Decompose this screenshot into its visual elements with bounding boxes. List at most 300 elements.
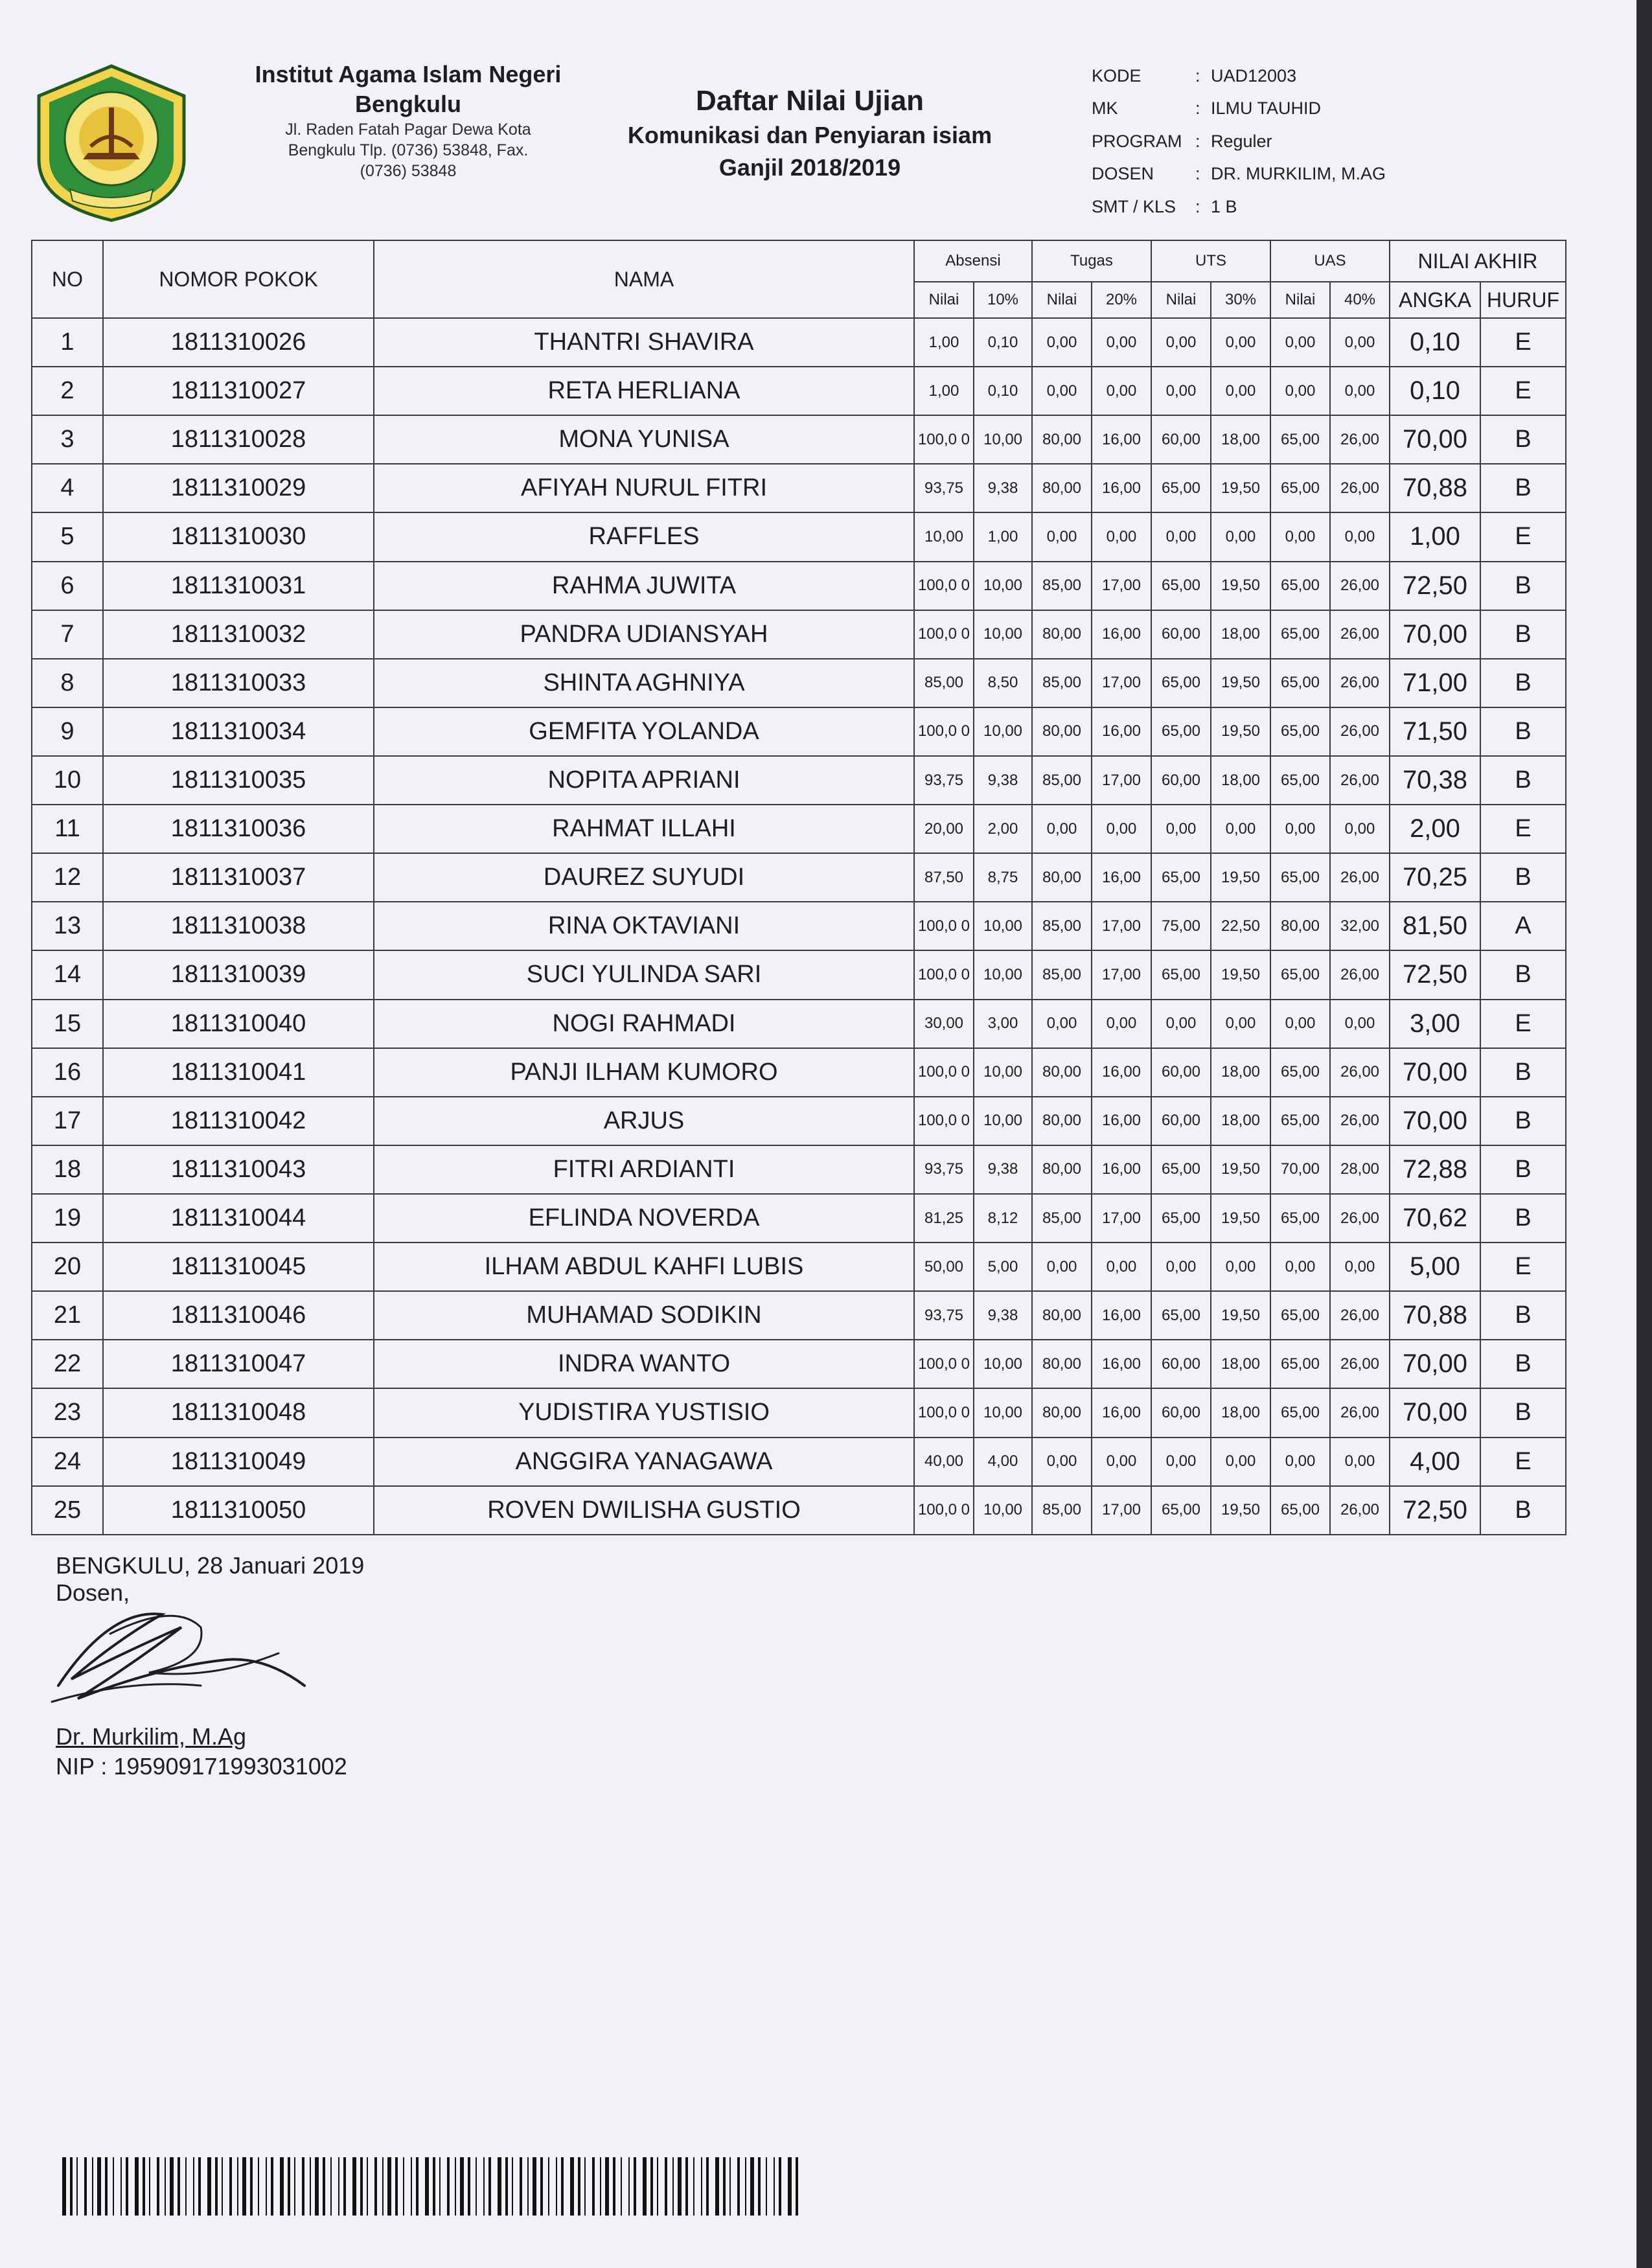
cell-abs: 93,75 — [914, 1291, 974, 1340]
barcode-bar — [193, 2157, 194, 2216]
cell-uas-p: 26,00 — [1330, 464, 1390, 512]
cell-tgs: 80,00 — [1032, 415, 1092, 464]
cell-uts: 60,00 — [1151, 756, 1211, 805]
barcode-bar — [520, 2157, 522, 2216]
barcode-bar — [229, 2157, 232, 2216]
cell-tgs: 0,00 — [1032, 1243, 1092, 1291]
barcode-bar — [498, 2157, 501, 2216]
cell-tgs: 80,00 — [1032, 1388, 1092, 1437]
table-row — [32, 1243, 1566, 1291]
cell-uts: 0,00 — [1151, 1243, 1211, 1291]
barcode-bar — [215, 2157, 218, 2216]
cell-tgs: 0,00 — [1032, 367, 1092, 415]
title-line3: Ganjil 2018/2019 — [718, 154, 901, 181]
cell-angka: 70,88 — [1390, 464, 1480, 512]
meta-row — [1092, 93, 1386, 126]
cell-uts-p: 19,50 — [1211, 464, 1270, 512]
cell-no: 4 — [32, 464, 103, 512]
barcode-bar — [288, 2157, 290, 2216]
cell-tgs-p: 0,00 — [1092, 367, 1151, 415]
barcode-bar — [352, 2157, 356, 2216]
cell-abs: 100,0 0 — [914, 1388, 974, 1437]
barcode-bar — [382, 2157, 384, 2216]
barcode-bar — [280, 2157, 284, 2216]
cell-uas: 65,00 — [1270, 415, 1330, 464]
cell-huruf: B — [1480, 853, 1566, 902]
cell-angka: 70,00 — [1390, 1048, 1480, 1097]
cell-uts-p: 0,00 — [1211, 367, 1270, 415]
barcode-bar — [70, 2157, 73, 2216]
barcode-bar — [796, 2157, 798, 2216]
cell-abs: 30,00 — [914, 1000, 974, 1048]
scan-edge — [1636, 0, 1652, 2268]
cell-uts: 60,00 — [1151, 415, 1211, 464]
cell-uts-p: 18,00 — [1211, 415, 1270, 464]
barcode-bar — [310, 2157, 311, 2216]
cell-uas: 65,00 — [1270, 1291, 1330, 1340]
cell-uts-p: 19,50 — [1211, 707, 1270, 756]
table-row — [32, 1048, 1566, 1097]
cell-nim: 1811310044 — [103, 1194, 374, 1243]
cell-tgs-p: 0,00 — [1092, 512, 1151, 561]
cell-uts: 75,00 — [1151, 902, 1211, 950]
cell-nim: 1811310048 — [103, 1388, 374, 1437]
barcode-bar — [774, 2157, 775, 2216]
barcode-bar — [367, 2157, 368, 2216]
barcode-bar — [766, 2157, 767, 2216]
cell-uts-p: 19,50 — [1211, 1145, 1270, 1194]
cell-uas-p: 26,00 — [1330, 1340, 1390, 1388]
barcode-bar — [165, 2157, 166, 2216]
cell-huruf: E — [1480, 1243, 1566, 1291]
barcode-bar — [97, 2157, 101, 2216]
barcode-bar — [170, 2157, 174, 2216]
cell-nama: ANGGIRA YANAGAWA — [374, 1438, 914, 1486]
barcode-bar — [338, 2157, 339, 2216]
cell-angka: 70,00 — [1390, 1388, 1480, 1437]
cell-tgs: 80,00 — [1032, 707, 1092, 756]
cell-no: 12 — [32, 853, 103, 902]
cell-angka: 71,00 — [1390, 659, 1480, 707]
title-line2: Komunikasi dan Penyiaran isiam — [627, 122, 992, 148]
barcode-bar — [62, 2157, 66, 2216]
cell-abs-p: 8,75 — [974, 853, 1032, 902]
cell-uts-p: 19,50 — [1211, 659, 1270, 707]
cell-uas: 65,00 — [1270, 610, 1330, 659]
cell-uas: 0,00 — [1270, 1438, 1330, 1486]
barcode-bar — [84, 2157, 87, 2216]
meta-label: PROGRAM — [1092, 131, 1182, 151]
cell-angka: 70,00 — [1390, 610, 1480, 659]
cell-tgs: 0,00 — [1032, 1000, 1092, 1048]
cell-uts: 65,00 — [1151, 1145, 1211, 1194]
institution-address-line3: (0736) 53848 — [360, 162, 457, 180]
signer-name: Dr. Murkilim, M.Ag — [56, 1723, 247, 1750]
cell-no: 14 — [32, 950, 103, 999]
cell-uas-p: 26,00 — [1330, 1388, 1390, 1437]
cell-abs: 87,50 — [914, 853, 974, 902]
cell-tgs: 80,00 — [1032, 1145, 1092, 1194]
cell-abs-p: 10,00 — [974, 1486, 1032, 1535]
cell-abs: 100,0 0 — [914, 1340, 974, 1388]
cell-nim: 1811310043 — [103, 1145, 374, 1194]
cell-no: 18 — [32, 1145, 103, 1194]
cell-abs-p: 0,10 — [974, 318, 1032, 367]
cell-no: 25 — [32, 1486, 103, 1535]
barcode-bar — [723, 2157, 726, 2216]
cell-uas: 65,00 — [1270, 1340, 1330, 1388]
cell-tgs-p: 16,00 — [1092, 1291, 1151, 1340]
cell-uas-p: 28,00 — [1330, 1145, 1390, 1194]
cell-abs: 1,00 — [914, 318, 974, 367]
header-tugas-percent: 20% — [1092, 282, 1151, 318]
header-absensi: Absensi — [914, 240, 1032, 282]
barcode-bar — [665, 2157, 667, 2216]
cell-nim: 1811310035 — [103, 756, 374, 805]
header-uas-percent: 40% — [1330, 282, 1390, 318]
header-tugas: Tugas — [1032, 240, 1151, 282]
cell-uas: 0,00 — [1270, 318, 1330, 367]
barcode-bar — [387, 2157, 391, 2216]
cell-angka: 70,00 — [1390, 415, 1480, 464]
cell-nama: ILHAM ABDUL KAHFI LUBIS — [374, 1243, 914, 1291]
barcode-bar — [294, 2157, 295, 2216]
cell-nim: 1811310030 — [103, 512, 374, 561]
cell-uas-p: 0,00 — [1330, 318, 1390, 367]
cell-no: 10 — [32, 756, 103, 805]
cell-uts: 60,00 — [1151, 1388, 1211, 1437]
cell-nim: 1811310029 — [103, 464, 374, 512]
cell-abs: 100,0 0 — [914, 707, 974, 756]
cell-uts-p: 0,00 — [1211, 512, 1270, 561]
barcode-bar — [157, 2157, 159, 2216]
meta-colon: : — [1195, 196, 1200, 216]
barcode-bar — [715, 2157, 719, 2216]
cell-no: 22 — [32, 1340, 103, 1388]
cell-abs-p: 9,38 — [974, 1145, 1032, 1194]
cell-nama: THANTRI SHAVIRA — [374, 318, 914, 367]
institution-name-line1: Institut Agama Islam Negeri — [255, 61, 562, 87]
header-uts-percent: 30% — [1211, 282, 1270, 318]
cell-huruf: B — [1480, 1048, 1566, 1097]
barcode-bar — [258, 2157, 259, 2216]
cell-huruf: E — [1480, 1438, 1566, 1486]
barcode-bar — [737, 2157, 740, 2216]
cell-tgs-p: 16,00 — [1092, 1340, 1151, 1388]
barcode-bar — [266, 2157, 267, 2216]
barcode-bar — [455, 2157, 456, 2216]
cell-abs-p: 10,00 — [974, 1048, 1032, 1097]
cell-no: 16 — [32, 1048, 103, 1097]
table-row — [32, 562, 1566, 610]
cell-angka: 3,00 — [1390, 1000, 1480, 1048]
title-line1: Daftar Nilai Ujian — [695, 85, 924, 117]
barcode-bar — [678, 2157, 682, 2216]
barcode-bar — [788, 2157, 792, 2216]
cell-uas-p: 26,00 — [1330, 562, 1390, 610]
cell-uas-p: 26,00 — [1330, 1291, 1390, 1340]
cell-nama: DAUREZ SUYUDI — [374, 853, 914, 902]
cell-angka: 72,50 — [1390, 562, 1480, 610]
meta-label: DOSEN — [1092, 164, 1154, 184]
barcode-bar — [185, 2157, 187, 2216]
cell-nim: 1811310037 — [103, 853, 374, 902]
cell-nama: MONA YUNISA — [374, 415, 914, 464]
cell-nama: RAFFLES — [374, 512, 914, 561]
cell-angka: 81,50 — [1390, 902, 1480, 950]
cell-uas-p: 0,00 — [1330, 1438, 1390, 1486]
cell-nim: 1811310039 — [103, 950, 374, 999]
cell-abs: 93,75 — [914, 464, 974, 512]
cell-uts-p: 19,50 — [1211, 950, 1270, 999]
barcode-bar — [634, 2157, 636, 2216]
cell-tgs-p: 16,00 — [1092, 464, 1151, 512]
cell-huruf: E — [1480, 1000, 1566, 1048]
barcode-bar — [729, 2157, 731, 2216]
cell-uts: 0,00 — [1151, 512, 1211, 561]
table-row — [32, 610, 1566, 659]
cell-angka: 2,00 — [1390, 805, 1480, 853]
cell-tgs-p: 17,00 — [1092, 659, 1151, 707]
cell-no: 2 — [32, 367, 103, 415]
cell-uts-p: 0,00 — [1211, 1243, 1270, 1291]
barcode-bar — [416, 2157, 419, 2216]
barcode-bar — [237, 2157, 238, 2216]
cell-nim: 1811310028 — [103, 415, 374, 464]
cell-uts: 65,00 — [1151, 562, 1211, 610]
cell-abs-p: 10,00 — [974, 415, 1032, 464]
barcode-bar — [360, 2157, 363, 2216]
cell-angka: 70,62 — [1390, 1194, 1480, 1243]
cell-tgs: 80,00 — [1032, 1048, 1092, 1097]
cell-tgs-p: 17,00 — [1092, 950, 1151, 999]
cell-abs-p: 8,50 — [974, 659, 1032, 707]
cell-no: 21 — [32, 1291, 103, 1340]
place-date: BENGKULU, 28 Januari 2019 — [56, 1552, 365, 1579]
cell-tgs: 85,00 — [1032, 1486, 1092, 1535]
barcode-bar — [488, 2157, 491, 2216]
cell-uts: 65,00 — [1151, 1291, 1211, 1340]
cell-tgs-p: 17,00 — [1092, 902, 1151, 950]
cell-tgs-p: 16,00 — [1092, 610, 1151, 659]
barcode-bar — [302, 2157, 304, 2216]
cell-uts: 65,00 — [1151, 707, 1211, 756]
barcode-bar — [113, 2157, 114, 2216]
cell-uts: 65,00 — [1151, 659, 1211, 707]
barcode-bar — [745, 2157, 746, 2216]
table-row — [32, 1194, 1566, 1243]
cell-nim: 1811310046 — [103, 1291, 374, 1340]
meta-value: DR. MURKILIM, M.AG — [1211, 164, 1386, 184]
meta-value: Reguler — [1211, 131, 1272, 151]
cell-angka: 70,25 — [1390, 853, 1480, 902]
cell-tgs: 80,00 — [1032, 1097, 1092, 1145]
barcode-bar — [685, 2157, 688, 2216]
cell-huruf: B — [1480, 1291, 1566, 1340]
barcode-bar — [374, 2157, 377, 2216]
cell-tgs: 80,00 — [1032, 1340, 1092, 1388]
cell-nama: NOPITA APRIANI — [374, 756, 914, 805]
cell-abs: 50,00 — [914, 1243, 974, 1291]
cell-tgs: 80,00 — [1032, 464, 1092, 512]
cell-huruf: B — [1480, 707, 1566, 756]
header-nama: NAMA — [374, 240, 914, 318]
cell-no: 9 — [32, 707, 103, 756]
cell-nim: 1811310049 — [103, 1438, 374, 1486]
barcode-bar — [650, 2157, 653, 2216]
table-row — [32, 1340, 1566, 1388]
cell-uts: 60,00 — [1151, 610, 1211, 659]
cell-uts-p: 18,00 — [1211, 1097, 1270, 1145]
barcode-bar — [643, 2157, 647, 2216]
cell-nim: 1811310045 — [103, 1243, 374, 1291]
table-row — [32, 1486, 1566, 1535]
cell-uas-p: 26,00 — [1330, 415, 1390, 464]
cell-angka: 71,50 — [1390, 707, 1480, 756]
cell-huruf: B — [1480, 1097, 1566, 1145]
barcode-bar — [460, 2157, 464, 2216]
cell-huruf: B — [1480, 1194, 1566, 1243]
cell-uas-p: 26,00 — [1330, 610, 1390, 659]
table-row — [32, 1097, 1566, 1145]
cell-abs: 100,0 0 — [914, 610, 974, 659]
barcode-bar — [578, 2157, 580, 2216]
cell-nama: ROVEN DWILISHA GUSTIO — [374, 1486, 914, 1535]
barcode-bar — [657, 2157, 658, 2216]
barcode-bar — [693, 2157, 694, 2216]
cell-abs-p: 10,00 — [974, 562, 1032, 610]
cell-no: 3 — [32, 415, 103, 464]
table-row — [32, 1145, 1566, 1194]
cell-nama: AFIYAH NURUL FITRI — [374, 464, 914, 512]
cell-uts-p: 18,00 — [1211, 1048, 1270, 1097]
header-nomor-pokok: NOMOR POKOK — [103, 240, 374, 318]
table-row — [32, 464, 1566, 512]
cell-no: 5 — [32, 512, 103, 561]
cell-abs-p: 0,10 — [974, 367, 1032, 415]
cell-huruf: E — [1480, 318, 1566, 367]
cell-abs: 20,00 — [914, 805, 974, 853]
table-row — [32, 1438, 1566, 1486]
barcode-bar — [120, 2157, 122, 2216]
cell-tgs: 85,00 — [1032, 756, 1092, 805]
table-row — [32, 805, 1566, 853]
table-row — [32, 415, 1566, 464]
cell-uts-p: 0,00 — [1211, 318, 1270, 367]
cell-abs-p: 9,38 — [974, 1291, 1032, 1340]
cell-uas-p: 26,00 — [1330, 853, 1390, 902]
cell-tgs: 0,00 — [1032, 1438, 1092, 1486]
cell-uts-p: 18,00 — [1211, 1340, 1270, 1388]
cell-uas-p: 0,00 — [1330, 512, 1390, 561]
cell-tgs-p: 0,00 — [1092, 1438, 1151, 1486]
cell-uts-p: 19,50 — [1211, 562, 1270, 610]
cell-no: 13 — [32, 902, 103, 950]
cell-uas: 0,00 — [1270, 1243, 1330, 1291]
cell-no: 20 — [32, 1243, 103, 1291]
barcode-bar — [250, 2157, 253, 2216]
cell-uas: 65,00 — [1270, 1486, 1330, 1535]
cell-nim: 1811310041 — [103, 1048, 374, 1097]
cell-abs-p: 10,00 — [974, 950, 1032, 999]
cell-abs: 100,0 0 — [914, 1486, 974, 1535]
cell-tgs-p: 16,00 — [1092, 707, 1151, 756]
cell-abs-p: 9,38 — [974, 756, 1032, 805]
cell-nim: 1811310032 — [103, 610, 374, 659]
header-absensi-nilai: Nilai — [914, 282, 974, 318]
cell-no: 24 — [32, 1438, 103, 1486]
cell-uts-p: 19,50 — [1211, 853, 1270, 902]
cell-uts: 0,00 — [1151, 1438, 1211, 1486]
signer-role: Dosen, — [56, 1579, 130, 1606]
cell-uas-p: 26,00 — [1330, 950, 1390, 999]
cell-uts: 65,00 — [1151, 1194, 1211, 1243]
barcode-bar — [758, 2157, 761, 2216]
cell-nim: 1811310031 — [103, 562, 374, 610]
cell-uas: 65,00 — [1270, 562, 1330, 610]
barcode-bar — [527, 2157, 529, 2216]
cell-abs: 100,0 0 — [914, 1048, 974, 1097]
meta-row — [1092, 190, 1386, 223]
cell-nim: 1811310038 — [103, 902, 374, 950]
cell-abs-p: 8,12 — [974, 1194, 1032, 1243]
cell-nama: RINA OKTAVIANI — [374, 902, 914, 950]
barcode-bar — [628, 2157, 630, 2216]
cell-abs: 100,0 0 — [914, 902, 974, 950]
meta-colon: : — [1195, 65, 1200, 86]
grades-table-body — [32, 318, 1566, 1535]
barcode-bar — [76, 2157, 78, 2216]
barcode-bar — [592, 2157, 595, 2216]
header-huruf: HURUF — [1480, 282, 1566, 318]
cell-uts: 65,00 — [1151, 950, 1211, 999]
grades-table — [31, 240, 1566, 1535]
barcode-bar — [556, 2157, 557, 2216]
cell-nama: MUHAMAD SODIKIN — [374, 1291, 914, 1340]
cell-nim: 1811310033 — [103, 659, 374, 707]
barcode-bar — [315, 2157, 319, 2216]
cell-uas: 65,00 — [1270, 1097, 1330, 1145]
barcode-bar — [548, 2157, 549, 2216]
cell-nim: 1811310042 — [103, 1097, 374, 1145]
table-row — [32, 1000, 1566, 1048]
table-row — [32, 853, 1566, 902]
cell-tgs: 0,00 — [1032, 805, 1092, 853]
cell-nim: 1811310050 — [103, 1486, 374, 1535]
barcode-bar — [143, 2157, 145, 2216]
cell-uas-p: 26,00 — [1330, 659, 1390, 707]
barcode-bar — [621, 2157, 622, 2216]
cell-tgs-p: 16,00 — [1092, 853, 1151, 902]
cell-abs-p: 1,00 — [974, 512, 1032, 561]
cell-tgs-p: 17,00 — [1092, 562, 1151, 610]
cell-uts: 0,00 — [1151, 367, 1211, 415]
cell-uas: 0,00 — [1270, 1000, 1330, 1048]
cell-uas-p: 26,00 — [1330, 1097, 1390, 1145]
cell-nama: SHINTA AGHNIYA — [374, 659, 914, 707]
cell-uts-p: 0,00 — [1211, 805, 1270, 853]
header-uts-nilai: Nilai — [1151, 282, 1211, 318]
cell-uas: 0,00 — [1270, 805, 1330, 853]
cell-abs-p: 10,00 — [974, 1388, 1032, 1437]
cell-tgs-p: 0,00 — [1092, 805, 1151, 853]
meta-row — [1092, 158, 1386, 191]
handwritten-signature — [32, 1588, 343, 1718]
meta-value: ILMU TAUHID — [1211, 98, 1322, 119]
cell-uas: 65,00 — [1270, 756, 1330, 805]
cell-abs: 100,0 0 — [914, 1097, 974, 1145]
cell-abs-p: 10,00 — [974, 902, 1032, 950]
